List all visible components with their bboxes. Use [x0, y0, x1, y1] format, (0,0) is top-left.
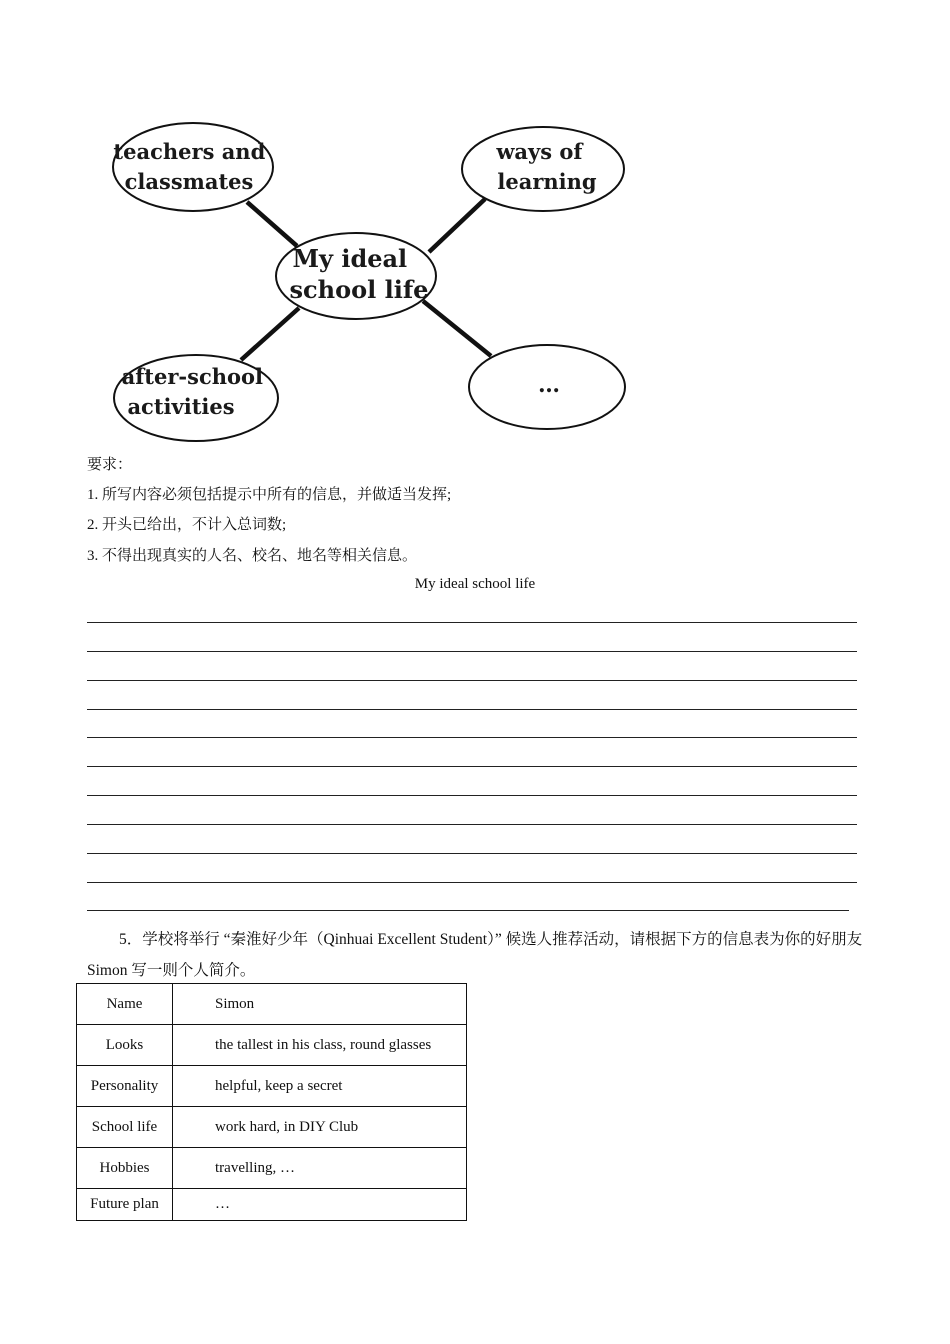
row-key: Hobbies: [77, 1148, 173, 1189]
table-row: [77, 1066, 467, 1107]
question-5-text: 5．学校将举行 “秦淮好少年（Qinhuai Excellent Student）” 候选人推荐活动，请根据下方的信息表为你的好朋友 Simon 写一则个人简介。: [87, 931, 863, 979]
row-value: helpful, keep a secret: [173, 1066, 467, 1107]
requirements-heading: 要求：: [87, 457, 133, 473]
requirement-item: 2. 开头已给出，不计入总词数;: [87, 517, 287, 533]
row-key: Personality: [77, 1066, 173, 1107]
requirement-item: 1. 所写内容必须包括提示中所有的信息，并做适当发挥;: [87, 487, 452, 503]
writing-line[interactable]: [87, 853, 857, 854]
row-key: Future plan: [77, 1189, 173, 1221]
table-row: [77, 1107, 467, 1148]
node-top-left: [113, 123, 273, 211]
table-row: [77, 1025, 467, 1066]
row-value: Simon: [173, 984, 467, 1025]
row-value: travelling, …: [173, 1148, 467, 1189]
essay-title: My ideal school life: [414, 576, 536, 592]
center-label-2: school life: [289, 275, 429, 304]
row-key: School life: [77, 1107, 173, 1148]
requirement-item: 3. 不得出现真实的人名、校名、地名等相关信息。: [87, 548, 418, 564]
info-table: [76, 983, 467, 1221]
row-key: Name: [77, 984, 173, 1025]
mind-map-diagram: [105, 122, 635, 444]
bottom-left-label-2: activities: [127, 394, 235, 419]
writing-line[interactable]: [87, 709, 857, 710]
writing-line[interactable]: [87, 680, 857, 681]
connector-bottom-left: [241, 308, 299, 360]
writing-line[interactable]: [87, 651, 857, 652]
top-left-label-2: classmates: [124, 169, 254, 194]
row-key: Looks: [77, 1025, 173, 1066]
writing-line[interactable]: [87, 882, 857, 883]
top-right-label-2: learning: [497, 169, 597, 194]
writing-line[interactable]: [87, 737, 857, 738]
writing-line[interactable]: [87, 766, 857, 767]
connector-bottom-right: [423, 301, 491, 356]
table-row: [77, 1189, 467, 1221]
writing-line[interactable]: [87, 622, 857, 623]
table-row: [77, 984, 467, 1025]
writing-line[interactable]: [87, 824, 857, 825]
row-value: work hard, in DIY Club: [173, 1107, 467, 1148]
writing-line[interactable]: [87, 795, 857, 796]
bottom-left-label-1: after-school: [121, 364, 264, 389]
question-5: [87, 924, 863, 986]
top-right-label-1: ways of: [496, 139, 583, 164]
connector-top-left: [247, 202, 297, 246]
bottom-right-label: …: [538, 372, 560, 398]
row-value: the tallest in his class, round glasses: [173, 1025, 467, 1066]
row-value: …: [173, 1189, 467, 1221]
table-row: [77, 1148, 467, 1189]
writing-line[interactable]: [87, 910, 849, 911]
top-left-label-1: teachers and: [113, 139, 266, 164]
center-label-1: My ideal: [292, 244, 408, 273]
connector-top-right: [429, 199, 485, 252]
